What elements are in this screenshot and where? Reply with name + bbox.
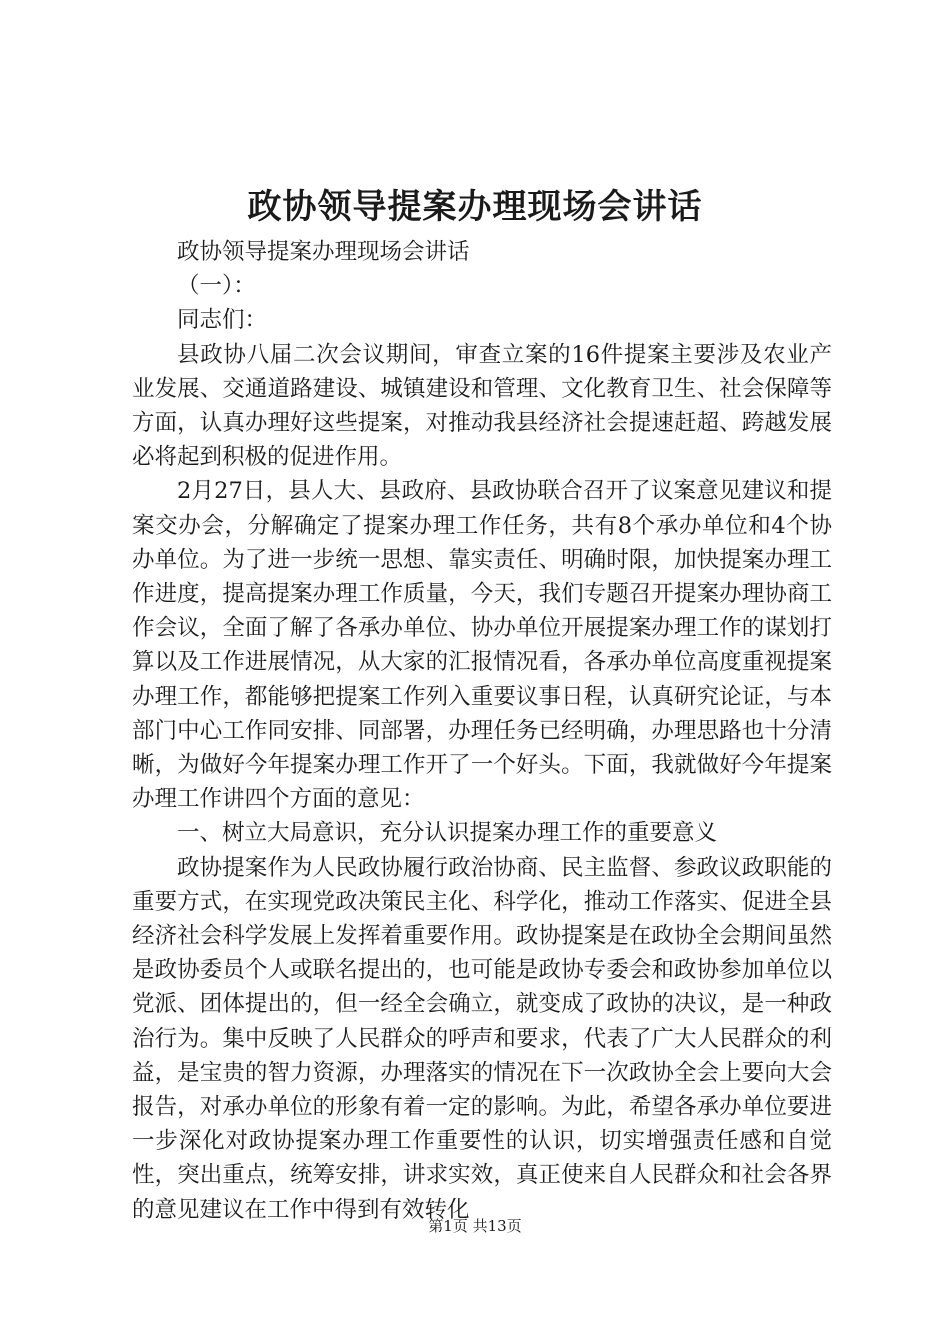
- page-number-footer: 第1页 共13页: [428, 1217, 522, 1235]
- paragraph-meeting: 2月27日，县人大、县政府、县政协联合召开了议案意见建议和提案交办会，分解确定了提案办理工作任务，共有8个承办单位和4个协办单位。为了进一步统一思想、靠实责任、明确时限，加快提案办理工作进度，提高提案办理工作质量，今天，我们专题召开提案办理协商工作会议，全面了解了各承办单位、协办单位开展提案办理工作的谋划打算以及工作进展情况，从大家的汇报情况看，各承办单位高度重视提案办理工作，都能够把提案工作列入重要议事日程，认真研究论证，与本部门中心工作同安排、同部署，办理任务已经明确，办理思路也十分清晰，为做好今年提案办理工作开了一个好头。下面，我就做好今年提案办理工作讲四个方面的意见：: [132, 478, 832, 813]
- document-body: [132, 235, 832, 1227]
- paragraph-significance: 政协提案作为人民政协履行政治协商、民主监督、参政议政职能的重要方式，在实现党政决策民主化、科学化，推动工作落实、促进全县经济社会科学发展上发挥着重要作用。政协提案是在政协全会期间虽然是政协委员个人或联名提出的，也可能是政协专委会和政协参加单位以党派、团体提出的，但一经全会确立，就变成了政协的决议，是一种政治行为。集中反映了人民群众的呼声和要求，代表了广大人民群众的利益，是宝贵的智力资源，办理落实的情况在下一次政协全会上要向大会报告，对承办单位的形象有着一定的影响。为此，希望各承办单位要进一步深化对政协提案办理工作重要性的认识，切实增强责任感和自觉性，突出重点，统筹安排，讲求实效，真正使来自人民群众和社会各界的意见建议在工作中得到有效转化: [132, 854, 832, 1223]
- paragraph-subtitle: 政协领导提案办理现场会讲话: [177, 239, 470, 265]
- paragraph-section-number: （一）：: [177, 273, 256, 300]
- document-title: 政协领导提案办理现场会讲话: [247, 187, 703, 227]
- paragraph-intro: 县政协八届二次会议期间，审查立案的16件提案主要涉及农业产业发展、交通道路建设、城镇建设和管理、文化教育卫生、社会保障等方面，认真办理好这些提案，对推动我县经济社会提速赶超、跨越发展必将起到积极的促进作用。: [132, 341, 832, 471]
- paragraph-heading-1: 一、树立大局意识，充分认识提案办理工作的重要意义: [177, 820, 718, 847]
- paragraph-salutation: 同志们：: [177, 307, 268, 334]
